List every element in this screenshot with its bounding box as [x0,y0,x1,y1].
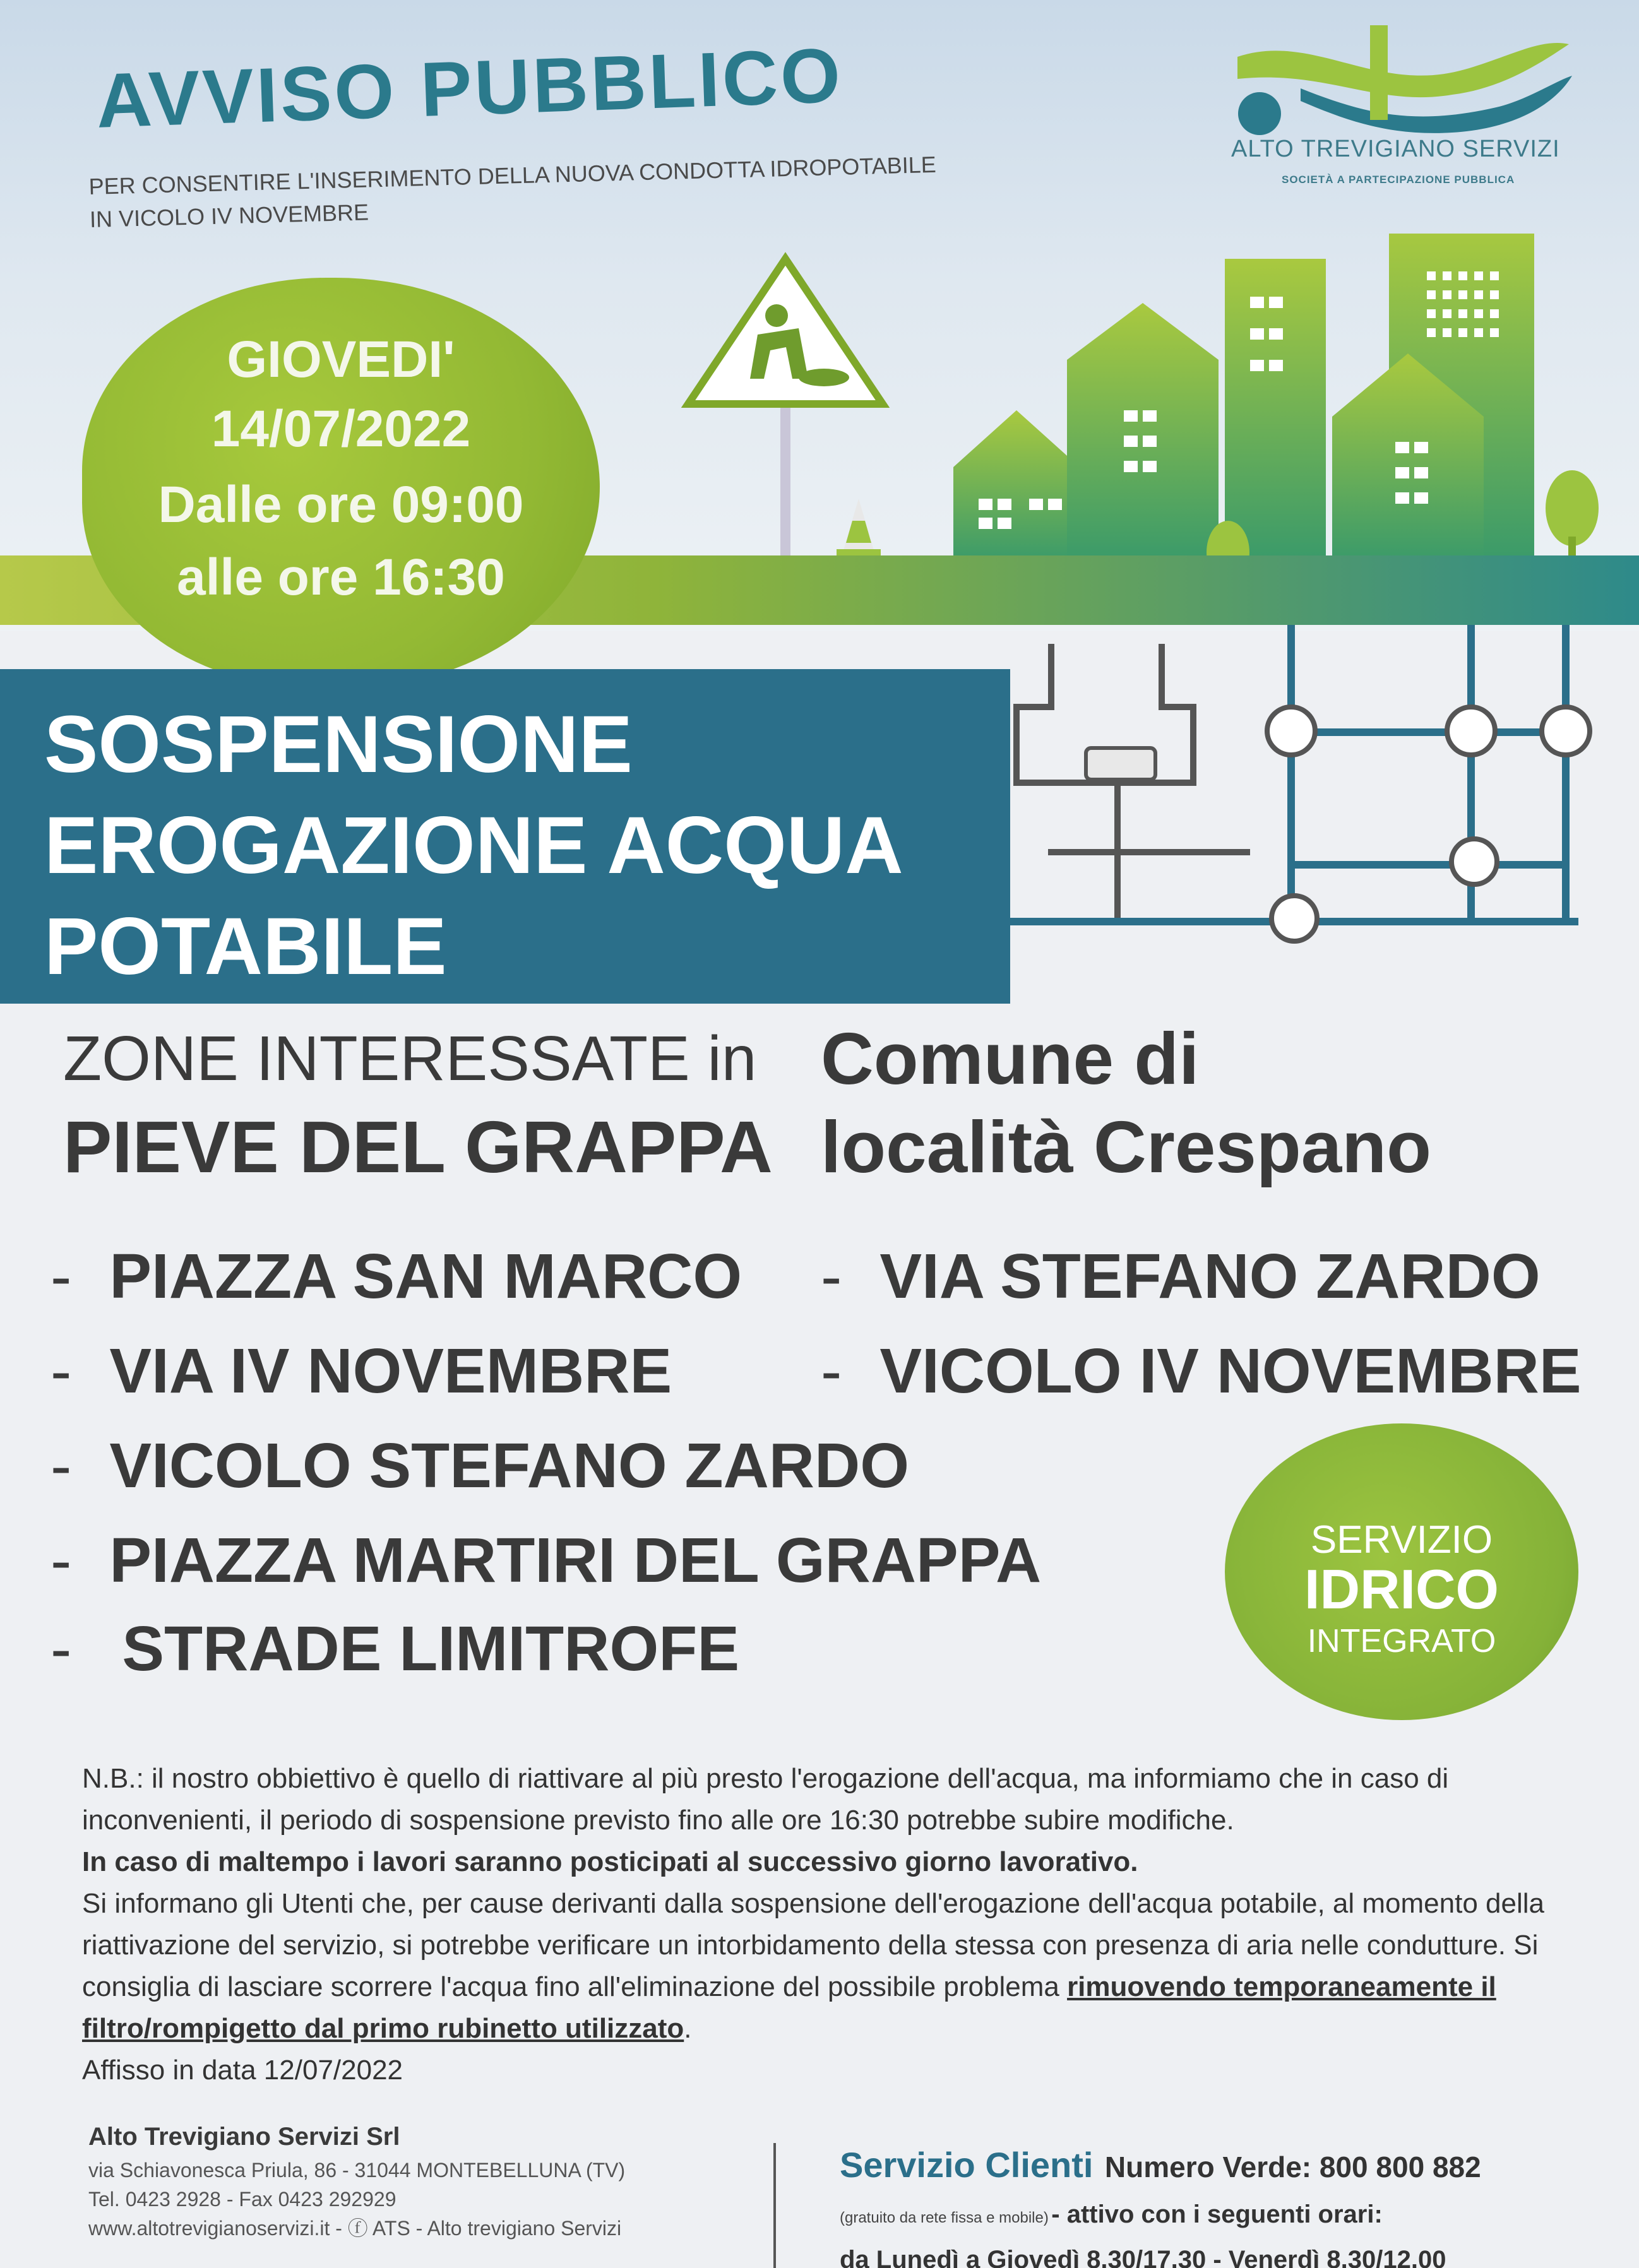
schedule-date: 14/07/2022 [211,400,471,458]
street-item: - VICOLO STEFANO ZARDO [51,1430,910,1501]
subtitle-line-2: IN VICOLO IV NOVEMBRE [89,199,369,232]
service-active-label: - attivo con i seguenti orari: [1051,2200,1383,2228]
service-hours: da Lunedì a Giovedì 8.30/17.30 - Venerdì 8.30/12.00 [840,2246,1446,2268]
subtitle-line-1: PER CONSENTIRE L'INSERIMENTO DELLA NUOVA CONDOTTA IDROPOTABILE [88,151,937,199]
notice-notes [82,1758,1585,2091]
note-emphasis: rimuovendo temporaneamente il filtro/rompigetto dal primo rubinetto utilizzato [82,1971,1496,2044]
street-item: - VICOLO IV NOVEMBRE [821,1336,1582,1406]
banner-line-3: POTABILE [44,901,447,992]
banner-line-2: EROGAZIONE ACQUA [44,800,903,891]
note-paragraph-1: N.B.: il nostro obbiettivo è quello di riattivare al più presto l'erogazione dell'acqua, ma informiamo che in caso di inconvenienti, il periodo di sospensione previsto fino alle ore 16:30 potrebbe subire modifiche. [82,1763,1449,1836]
note-weather: In caso di maltempo i lavori saranno posticipati al successivo giorno lavorativo. [82,1846,1138,1877]
valve-wheel-icon [1272,839,1497,941]
footer-phone: Tel. 0423 2928 - Fax 0423 292929 [88,2188,396,2211]
filter-block-icon [1086,748,1155,780]
footer-company-name: Alto Trevigiano Servizi Srl [88,2123,400,2151]
banner-line-1: SOSPENSIONE [44,699,633,790]
street-item: - STRADE LIMITROFE [51,1613,740,1684]
schedule-day: GIOVEDI' [227,331,455,388]
service-badge [1225,1423,1578,1720]
street-item: - VIA IV NOVEMBRE [51,1336,672,1406]
badge-line-2: IDRICO [1304,1558,1499,1620]
zones-city: PIEVE DEL GRAPPA [63,1106,773,1188]
toll-free-note: (gratuito da rete fissa e mobile) [840,2209,1049,2226]
posted-date: Affisso in data 12/07/2022 [82,2055,403,2086]
zones-comune: Comune di [821,1018,1200,1100]
street-item: - PIAZZA SAN MARCO [51,1241,742,1312]
zones-locality: località Crespano [821,1106,1431,1188]
footer-address: via Schiavonesca Priula, 86 - 31044 MONTEBELLUNA (TV) [88,2159,626,2182]
badge-line-3: INTEGRATO [1307,1623,1496,1659]
footer-web: www.altotrevigianoservizi.it - ⓕ ATS - Alto trevigiano Servizi [88,2217,622,2240]
page-title: AVVISO PUBBLICO [95,32,845,144]
customer-service-title: Servizio Clienti [840,2145,1094,2185]
footer-company-info [88,2118,732,2243]
schedule-end-time: alle ore 16:30 [177,549,505,606]
schedule-start-time: Dalle ore 09:00 [158,476,524,533]
footer-customer-service [840,2143,1623,2268]
street-item: - PIAZZA MARTIRI DEL GRAPPA [51,1525,1042,1596]
buildings [953,234,1534,562]
water-pipes-illustration [1010,625,1639,1004]
logo-tagline: SOCIETÀ A PARTECIPAZIONE PUBBLICA [1282,174,1515,186]
toll-free-number: Numero Verde: 800 800 882 [1104,2151,1481,2183]
badge-line-1: SERVIZIO [1310,1518,1493,1562]
traffic-cone-icon [837,499,881,555]
street-item: - VIA STEFANO ZARDO [821,1241,1541,1312]
note-paragraph-3: Si informano gli Utenti che, per cause derivanti dalla sospensione dell'erogazione dell'acqua potabile, al momento della riattivazione del servizio, si potrebbe verificare un intorbidamento della stessa con presenza di aria nelle condutture. Si consiglia di lasciare scorrere l'acqua fino all'eliminazione del possibile problema rimuovendo temporaneamente il filtro/rompigetto dal primo rubinetto utilizzato. [82,1888,1544,2044]
footer-divider [773,2143,776,2268]
zones-label: ZONE INTERESSATE in [63,1023,757,1094]
ats-logo-icon [1225,19,1578,196]
logo-company-name: ALTO TREVIGIANO SERVIZI [1231,136,1560,162]
